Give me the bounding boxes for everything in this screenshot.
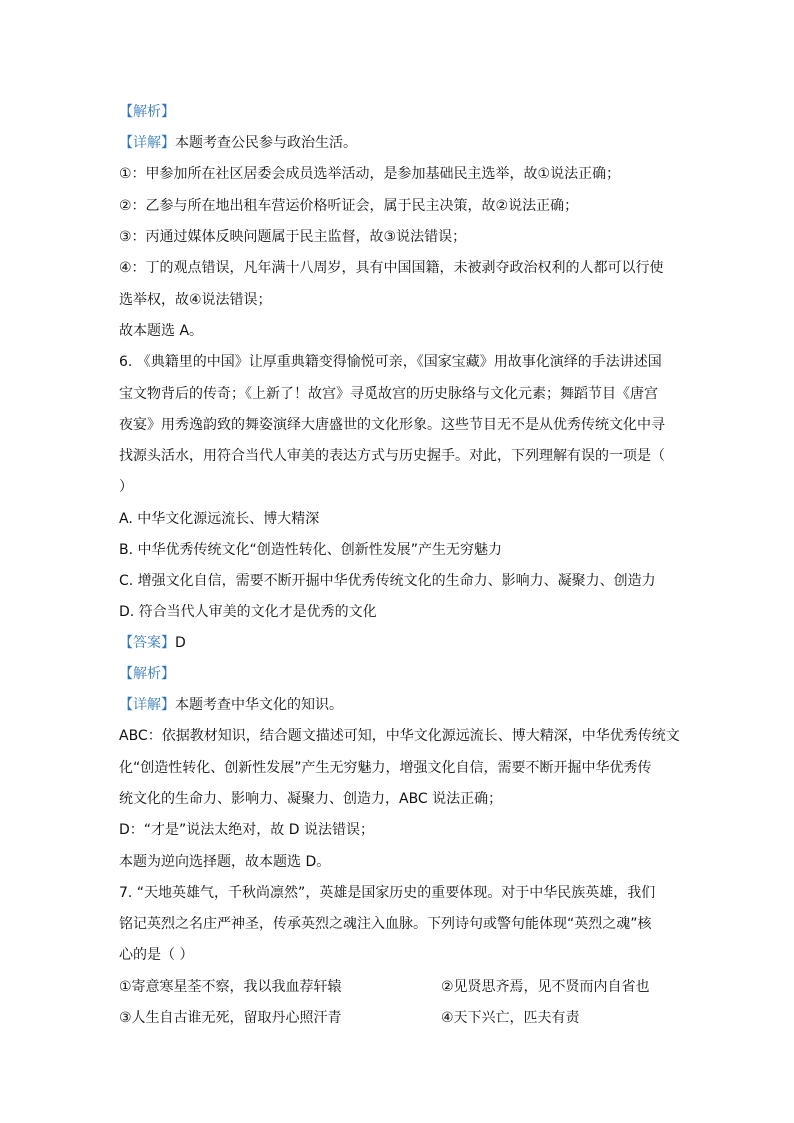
q7-choice-1: ①寄意寒星荃不察，我以我血荐轩辕 (119, 979, 342, 995)
q5-point-4-cont: 选举权，故④说法错误； (119, 292, 272, 308)
q6-stem-line: 6. 《典籍里的中国》让厚重典籍变得愉悦可亲，《国家宝藏》用故事化演绎的手法讲述国 (119, 354, 662, 370)
q6-option-c: C. 增强文化自信，需要不断开掘中华优秀传统文化的生命力、影响力、凝聚力、创造力 (119, 573, 656, 589)
q7-stem-line: 7. “天地英雄气，千秋尚凛然”，英雄是国家历史的重要体现。对于中华民族英雄，我们 (119, 885, 656, 901)
q6-analysis-header: 【解析】 (119, 666, 175, 682)
q5-detail (119, 133, 357, 153)
q5-point-1: ①：甲参加所在社区居委会成员选举活动，是参加基础民主选举，故①说法正确； (119, 166, 621, 182)
q7-stem-line: 铭记英烈之名庄严神圣，传承英烈之魂注入血脉。下列诗句或警句能体现“英烈之魂”核 (119, 916, 652, 932)
q6-answer-value: D (175, 635, 186, 651)
q6-analysis-line: 统文化的生命力、影响力、凝聚力、创造力，ABC 说法正确； (119, 791, 503, 807)
q6-answer (119, 633, 186, 653)
q7-choice-2: ②见贤思齐焉，见不贤而内自省也 (441, 979, 650, 995)
q6-answer-tag: 【答案】 (119, 635, 175, 651)
q6-analysis-line: 本题为逆向选择题，故本题选 D。 (119, 854, 331, 870)
q6-stem-line: ） (119, 479, 133, 495)
q6-analysis-line: 化“创造性转化、创新性发展”产生无穷魅力，增强文化自信，需要不断开掘中华优秀传 (119, 760, 652, 776)
q7-choice-4: ④天下兴亡，匹夫有责 (441, 1010, 580, 1026)
q7-choice-3: ③人生自古谁无死，留取丹心照汗青 (119, 1010, 342, 1026)
q6-option-a: A. 中华文化源远流长、博大精深 (119, 511, 320, 527)
q6-detail-text: 本题考查中华文化的知识。 (175, 697, 343, 713)
q7-stem-line: 心的是（ ） (119, 947, 194, 963)
q6-analysis-line: D：“才是”说法太绝对，故 D 说法错误； (119, 822, 374, 838)
q5-point-4: ④：丁的观点错误，凡年满十八周岁，具有中国国籍，未被剥夺政治权利的人都可以行使 (119, 260, 664, 276)
q5-detail-text: 本题考查公民参与政治生活。 (175, 135, 357, 151)
q5-conclusion: 故本题选 A。 (119, 323, 204, 339)
q6-stem-line: 夜宴》用秀逸韵致的舞姿演绎大唐盛世的文化形象。这些节目无不是从优秀传统文化中寻 (119, 417, 665, 433)
q5-detail-tag: 【详解】 (119, 135, 175, 151)
q6-detail-tag: 【详解】 (119, 697, 175, 713)
q5-analysis-header: 【解析】 (119, 104, 175, 120)
q6-stem-line: 找源头活水，用符合当代人审美的表达方式与历史握手。对此，下列理解有误的一项是（ (119, 448, 665, 464)
q6-option-b: B. 中华优秀传统文化“创造性转化、创新性发展”产生无穷魅力 (119, 542, 503, 558)
q6-stem-line: 宝文物背后的传奇；《上新了！故宫》寻觅故宫的历史脉络与文化元素；舞蹈节目《唐宫 (119, 386, 658, 402)
q6-option-d: D. 符合当代人审美的文化才是优秀的文化 (119, 604, 377, 620)
q6-analysis-line: ABC：依据教材知识，结合题文描述可知，中华文化源远流长、博大精深，中华优秀传统文 (119, 728, 680, 744)
q5-point-3: ③：丙通过媒体反映问题属于民主监督，故③说法错误； (119, 229, 467, 245)
q6-detail (119, 695, 343, 715)
q5-point-2: ②：乙参与所在地出租车营运价格听证会，属于民主决策，故②说法正确； (119, 198, 579, 214)
